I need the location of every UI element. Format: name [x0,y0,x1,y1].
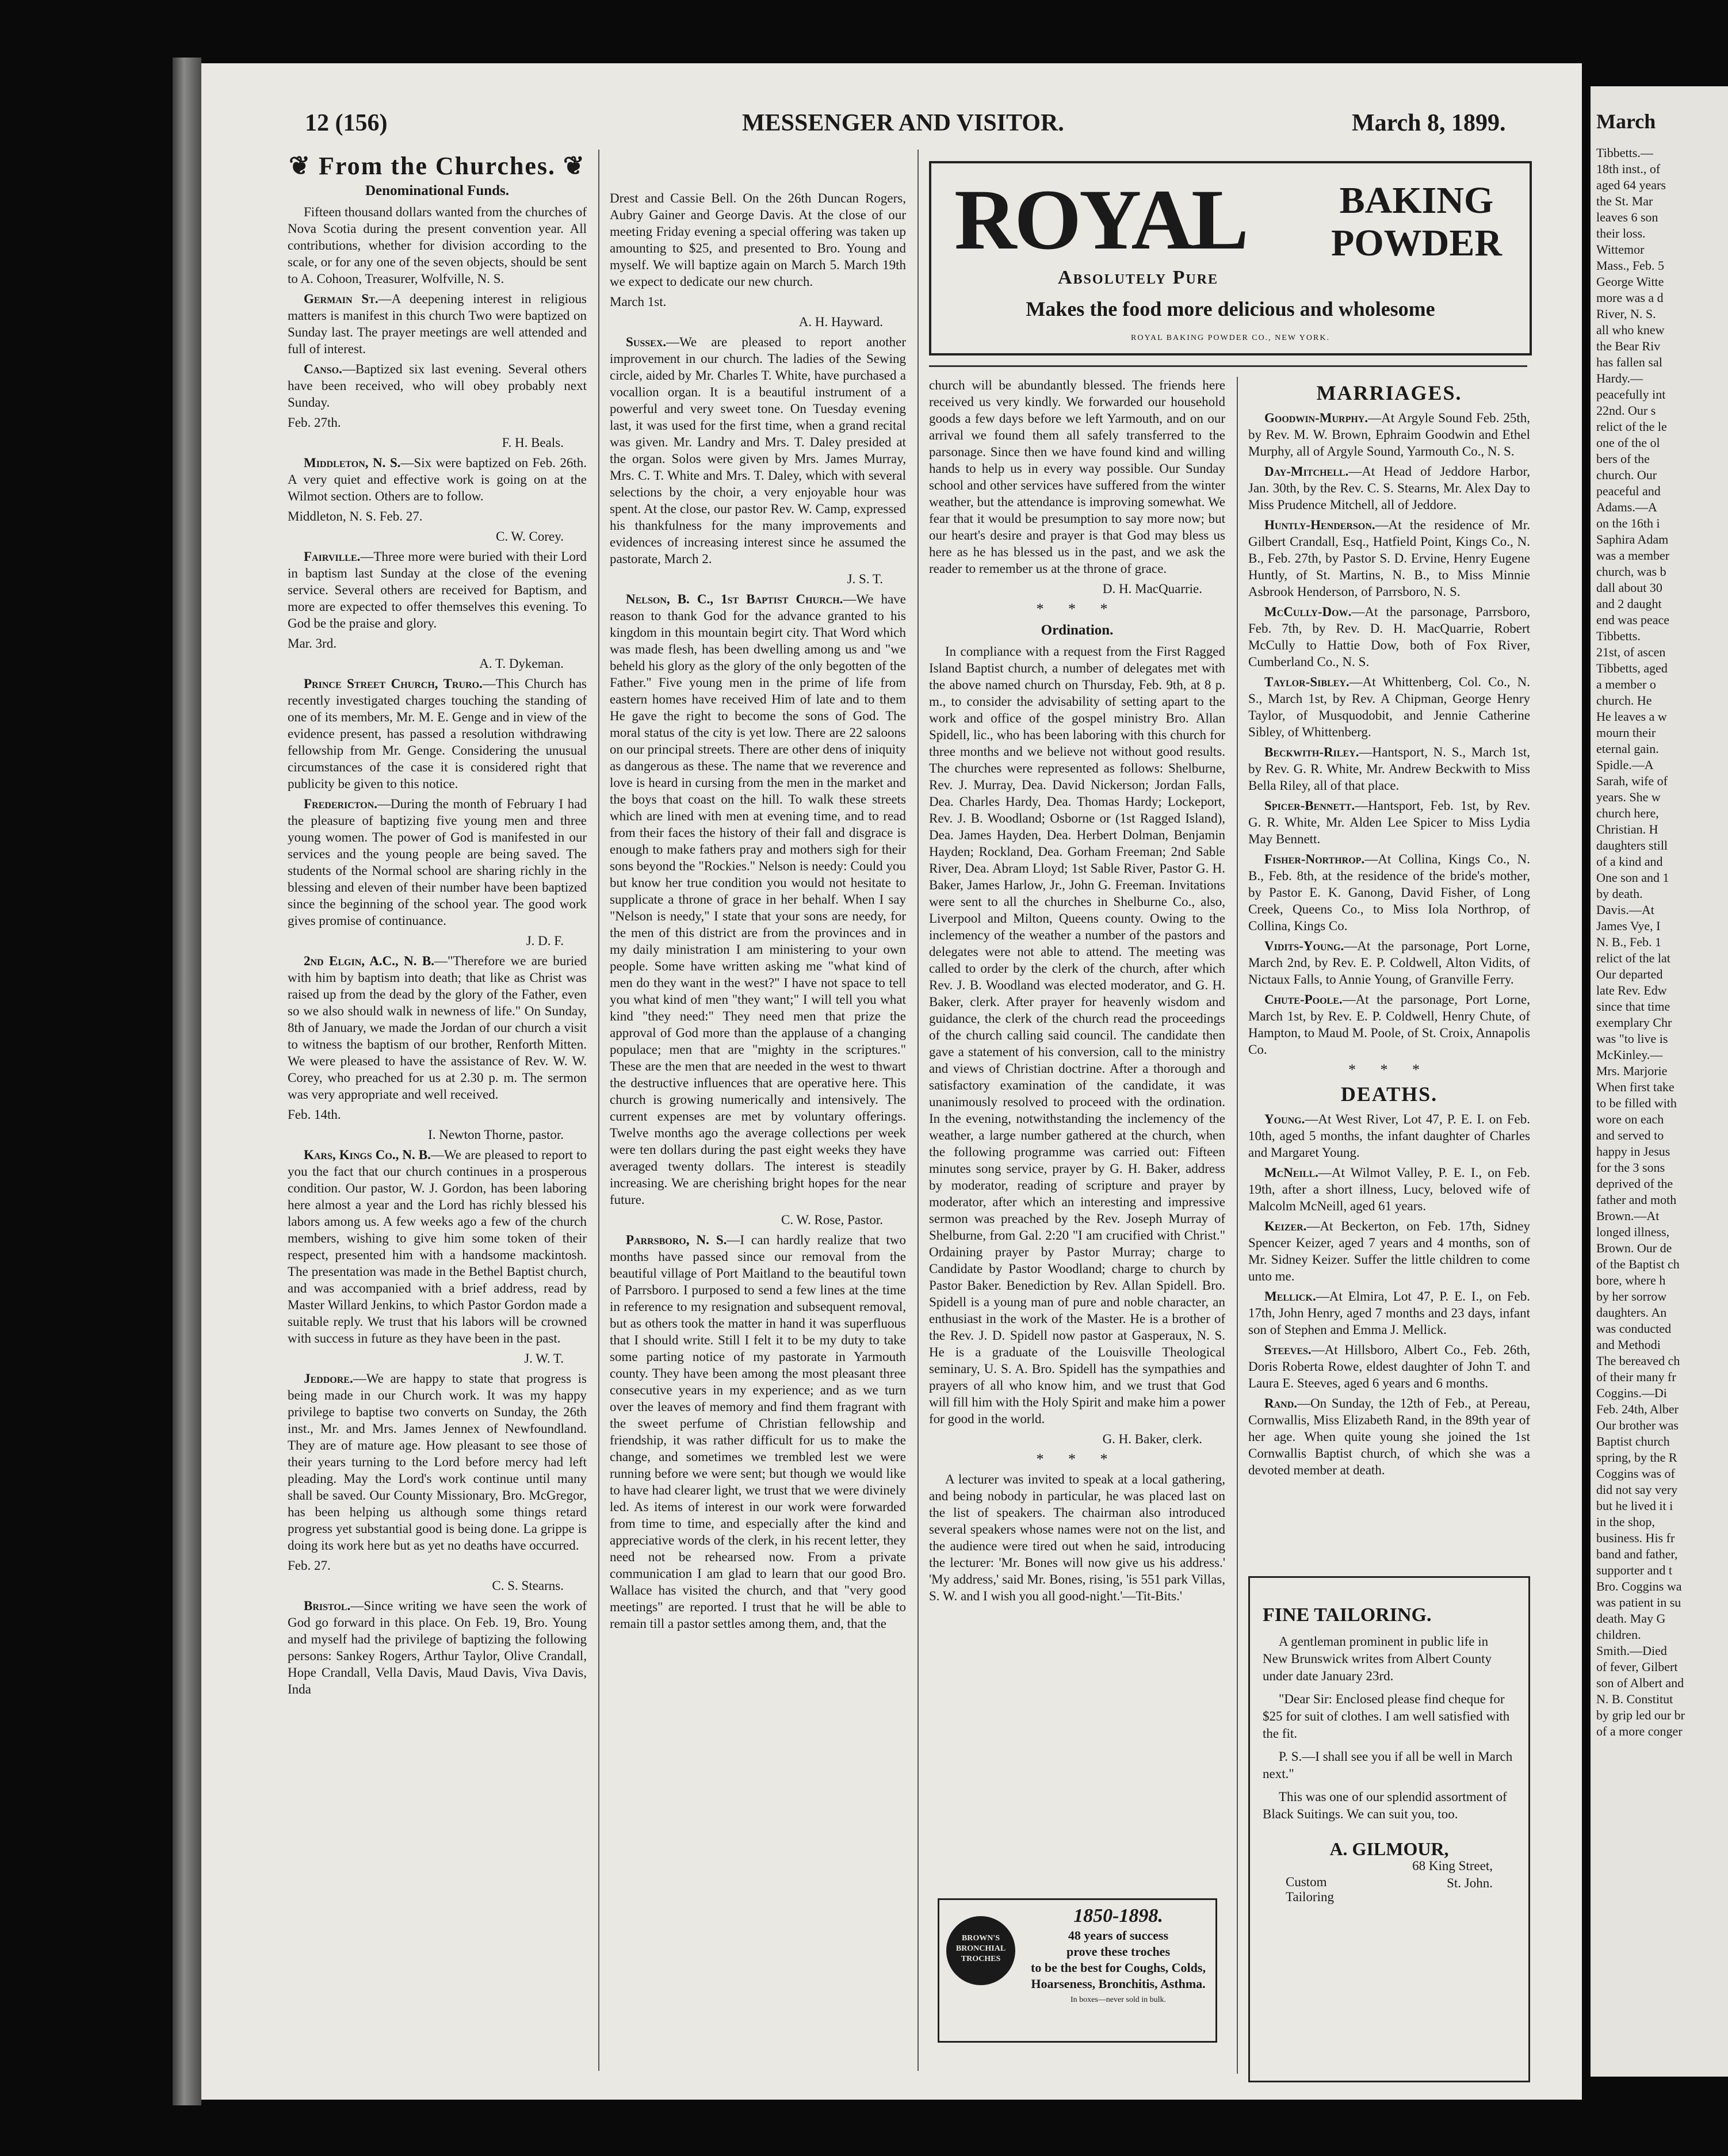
adjacent-page-line: Wittemor [1596,242,1645,257]
report-text: —A deepening interest in religious matters is manifest in this church Two were baptized on Sunday last. The prayer meetings are well attended and full of interest. [288,292,587,356]
notice [1248,1288,1530,1338]
report-text: —Six were baptized on Feb. 26th. A very quiet and effective work is going on at the Wilmot section. Others are to follow. [288,456,587,503]
adjacent-page-line: more was a d [1596,290,1664,305]
church-report [288,290,587,357]
notice-names: Chute-Poole. [1264,992,1343,1007]
adjacent-page-line: Davis.—At [1596,903,1654,917]
notice-text: —At the parsonage, Parrsboro, Feb. 7th, by Rev. D. H. MacQuarrie, Robert McCully to Hattie Dow, both of Fox River, Cumberland Co., N. S. [1248,605,1530,669]
adjacent-page-line: was patient in su [1596,1595,1681,1610]
adjacent-page-line: James Vye, I [1596,919,1661,933]
signature: G. H. Baker, clerk. [1102,1432,1202,1446]
notice-names: Spicer-Bennett. [1264,798,1355,813]
adjacent-page-line: the St. Mar [1596,194,1653,208]
adjacent-page-line: mourn their [1596,725,1656,740]
masthead: MESSENGER AND VISITOR. [742,110,1064,136]
adjacent-page-line: Smith.—Died [1596,1643,1667,1658]
notice [1248,603,1530,670]
adjacent-page-line: of their many fr [1596,1370,1676,1384]
adjacent-page-line: son of Albert and [1596,1676,1684,1690]
adjacent-page-line: Tibbetts.— [1596,146,1653,160]
adjacent-page-line: was a member [1596,548,1670,563]
adjacent-page-line: late Rev. Edw [1596,983,1667,997]
notice [1248,1341,1530,1392]
signature: I. Newton Thorne, pastor. [428,1127,564,1142]
adjacent-page-line: a member o [1596,677,1656,691]
notice-names: Fisher-Northrop. [1264,852,1365,866]
notice-names: Rand. [1264,1396,1298,1410]
signature: C. S. Stearns. [492,1578,564,1593]
adjacent-page-line: years. She w [1596,790,1661,804]
signature: J. D. F. [526,934,564,948]
adjacent-page-line: church here, [1596,806,1659,820]
adjacent-page-line: peacefully int [1596,387,1666,402]
fine-tailoring-ad [1248,1576,1530,2082]
signature: C. W. Corey. [496,529,564,544]
report-text: —We are pleased to report to you the fact that our church continues in a prosperous condition. Our pastor, W. J. Gordon, has been laboring here almost a year and the Lord has richly blessed his labors among us. A few weeks ago a few of the church members, wishing to give him some token of their respect, presented him with a handsome mackintosh. The presentation was made in the Bethel Baptist church, and was accompanied with a brief address, read by Master Willard Jenkins, to which Pastor Gordon made a suitable reply. We trust that his labors will be crowned with success in future as they have been in the past. [288,1148,587,1345]
adjacent-page-line: leaves 6 son [1596,210,1658,224]
adjacent-page-line: Coggins was of [1596,1466,1675,1481]
column-1 [288,150,587,1701]
signature: A. T. Dykeman. [479,656,564,671]
adjacent-page-line: but he lived it i [1596,1499,1673,1513]
adjacent-page-line: of a more conger [1596,1724,1683,1738]
adjacent-page-line: Adams.—A [1596,500,1657,514]
bronchial-troches-ad [938,1898,1217,2043]
notice-names: Steeves. [1264,1343,1312,1357]
adjacent-page-line: peaceful and [1596,484,1661,498]
signature: C. W. Rose, Pastor. [781,1213,883,1227]
royal-baking-powder-ad [929,161,1532,355]
report-text: —We are happy to state that progress is being made in our Church work. It was my happy privilege to baptise two converts on Sunday, the 26th inst., Mr. and Mrs. James Jennex of Newfoundland. They are of mature age. How pleasant to see those of their years turning to the Lord before mercy had left pleading. May the Lord's work continue until many shall be saved. Our County Missionary, Bro. McGregor, has been helping us although some things retard progress yet substantial good is being done. La grippe is doing its work here but as yet no deaths have occurred. [288,1371,587,1553]
report-place: Middleton, N. S. [304,456,401,470]
notice-names: Keizer. [1264,1219,1307,1233]
adjacent-page-line: bers of the [1596,452,1650,466]
adjacent-page-line: band and father, [1596,1547,1678,1561]
report-place: Nelson, B. C., 1st Baptist Church. [626,592,843,606]
adjacent-page-line: on the 16th i [1596,516,1660,530]
adjacent-page-line: Bro. Coggins wa [1596,1579,1682,1593]
tailoring-title: FINE TAILORING. [1263,1604,1432,1626]
tailoring-closing: This was one of our splendid assortment of Black Suitings. We can suit you, too. [1263,1790,1507,1821]
notice [1248,410,1530,460]
report-date: Mar. 3rd. [288,636,337,651]
adjacent-page-line: Saphira Adam [1596,532,1669,546]
adjacent-page-line: The bereaved ch [1596,1354,1680,1368]
adjacent-page-line: Sarah, wife of [1596,774,1668,788]
report-text: Drest and Cassie Bell. On the 26th Duncan Rogers, Aubry Gainer and George Davis. At the close of our meeting Friday evening a special offering was taken up amounting to $25, and presented to Bro. Young and myself. We will baptize again on March 5. March 19th we expect to dedicate our new church. [610,191,906,289]
notice-names: Taylor-Sibley. [1264,675,1349,689]
adjacent-page-line: of fever, Gilbert [1596,1660,1678,1674]
adjacent-page-line: Coggins.—Di [1596,1386,1667,1400]
notice-text: —Hantsport, N. S., March 1st, by Rev. G. R. White, Mr. Andrew Beckwith to Miss Bella Riley, all of that place. [1248,745,1530,793]
adjacent-page-line: business. His fr [1596,1531,1675,1545]
notice [1248,851,1530,934]
report-text: —Three more were buried with their Lord in baptism last Sunday at the close of the evening service. Several others are received for Baptism, and more are expected to offer themselves this evening. To God be the praise and glory. [288,549,587,630]
adjacent-page-line: was conducted [1596,1321,1672,1336]
adjacent-page-line: Hardy.— [1596,371,1643,385]
column-rule [917,150,919,2071]
notice-names: Huntly-Henderson. [1264,518,1375,532]
adjacent-page-line: of the Baptist ch [1596,1257,1680,1271]
column-2-entries [610,190,906,1632]
adjacent-page-line: and Methodi [1596,1337,1661,1352]
issue-date: March 8, 1899. [1352,110,1506,136]
adjacent-page-line: bore, where h [1596,1273,1666,1287]
royal-tagline: Makes the food more delicious and wholesome [1026,297,1435,320]
adjacent-page-line: by death. [1596,886,1643,901]
troches-copy: 1850-1898. 48 years of success prove these troches to be the best for Coughs, Colds, Hoarseness, Bronchitis, Asthma. In boxes—never sold in bulk. [1031,1905,1206,2004]
adjacent-page-line: One son and 1 [1596,870,1669,885]
church-report [610,591,906,1208]
report-text: —Baptized six last evening. Several others have been received, who will obey probably next Sunday. [288,362,587,410]
adjacent-page-line: relict of the lat [1596,951,1670,965]
church-report [288,548,587,632]
adjacent-page-line: dall about 30 [1596,580,1662,595]
adjacent-page-header: March [1596,110,1656,133]
lecturer-anecdote: A lecturer was invited to speak at a local gathering, and being nobody in particular, he was placed last on the list of speakers. The chairman also introduced several speakers whose names were not on the list, and the audience were tired out when he said, introducing the lecturer: 'Mr. Bones will now give us his address.' 'My address,' said Mr. Bones, rising, 'is 551 park Villas, S. W. and I wish you all good-night.'—Tit-Bits.' [929,1472,1225,1603]
report-place: Fredericton. [304,797,377,811]
book-binding [173,58,201,2105]
adjacent-page-line: 18th inst., of [1596,162,1661,176]
adjacent-page-line: He leaves a w [1596,709,1667,724]
adjacent-page-line: deprived of the [1596,1176,1673,1191]
notice-names: Day-Mitchell. [1264,464,1349,479]
baking-powder-label: BAKING POWDER [1331,179,1502,264]
notice-text: —Hantsport, Feb. 1st, by Rev. G. R. White, Mr. Alden Lee Spicer to Miss Lydia May Bennett. [1248,798,1530,846]
horizontal-rule [929,365,1527,367]
notice [1248,1111,1530,1161]
report-place: 2nd Elgin, A.C., N. B. [304,954,434,968]
adjacent-page-line: Tibbetts, aged [1596,661,1668,675]
report-text: —Since writing we have seen the work of God go forward in this place. On Feb. 19, Bro. Young and myself had the privilege of baptizing the following persons: Sankey Rogers, Arthur Taylor, Olive Crandall, Hope Crandall, Vella Davis, Maud Davis, Viva Davis, Inda [288,1599,587,1696]
adjacent-page-line: aged 64 years [1596,178,1666,192]
adjacent-page-line: Brown.—At [1596,1209,1660,1223]
deaths-title: DEATHS. [1340,1083,1438,1106]
adjacent-page-line: since that time [1596,999,1670,1014]
adjacent-page-line: wore on each [1596,1112,1664,1126]
notice [1248,797,1530,847]
adjacent-page-line: Baptist church [1596,1434,1670,1448]
notice-text: —At Argyle Sound Feb. 25th, by Rev. M. W. Brown, Ephraim Goodwin and Ethel Murphy, all of Argyle Sound, Yarmouth Co., N. S. [1248,411,1530,458]
adjacent-page-line: one of the ol [1596,435,1660,450]
notice-text: —At the residence of Mr. Gilbert Crandall, Esq., Hatfield Point, Kings Co., N. B., Feb. 27th, by Pastor S. D. Ervine, Henry Eugene Huntly, of St. Martins, N. B., to Miss Minnie Asbrook Henderson, of Parrsboro, N. S. [1248,518,1530,599]
adjacent-page-line: church. Our [1596,468,1657,482]
column-1-entries [288,290,587,1698]
page-number: 12 (156) [305,110,388,136]
adjacent-page-line: did not say very [1596,1482,1678,1497]
adjacent-page [1591,86,1728,2077]
column-rule [1237,377,1238,2074]
adjacent-page-line: children. [1596,1627,1641,1642]
firm-address: 68 King Street, [1412,1859,1493,1873]
marriages-title: MARRIAGES. [1316,381,1462,404]
custom-tailoring-label: Custom Tailoring [1286,1875,1334,1904]
adjacent-page-line: George Witte [1596,274,1664,289]
royal-company: ROYAL BAKING POWDER CO., NEW YORK. [1131,334,1330,342]
church-report [610,334,906,567]
notice-text: —At the parsonage, Port Lorne, March 1st, by Rev. E. P. Coldwell, Henry Chute, of Hampton, to Maud M. Poole, of St. Croix, Annapolis Co. [1248,992,1530,1057]
column-2 [610,190,906,1635]
adjacent-page-line: and served to [1596,1128,1664,1142]
adjacent-page-line: supporter and t [1596,1563,1672,1577]
signature: A. H. Hayward. [798,315,883,329]
report-place: Canso. [304,362,342,376]
notice-text: —At Beckerton, on Feb. 17th, Sidney Spencer Keizer, aged 7 years and 4 months, son of Mr. Sidney Keizer. Suffer the little children to come unto me. [1248,1219,1530,1283]
stars-divider: * * * [1036,601,1118,617]
adjacent-page-line: When first take [1596,1080,1675,1094]
report-place: Prince Street Church, Truro. [304,676,483,691]
adjacent-page-line: church. He [1596,693,1652,708]
report-date: Feb. 14th. [288,1107,341,1122]
adjacent-page-line: to be filled with [1596,1096,1677,1110]
church-report [288,953,587,1103]
adjacent-page-line: end was peace [1596,613,1670,627]
report-place: Jeddore. [304,1371,353,1386]
notice-text: —On Sunday, the 12th of Feb., at Pereau, Cornwallis, Miss Elizabeth Rand, in the 89th year of her age. When quite young she joined the 1st Cornwallis Baptist church, of which she was a devoted member at death. [1248,1396,1530,1477]
report-text: —We are pleased to report another improvement in our church. The ladies of the Sewing circle, aided by Mr. Charles T. White, have purchased a vocallion organ. It is a beautiful instrument of a powerful and very sweet tone. On Tuesday evening last, it was used for the first time, when a grand recital was given. Mr. Landry and Mrs. T. Daley presided at the organ. Solos were given by Mrs. James Murray, Mrs. C. T. White and Mrs. T. Daley, which with several selections by the choir, a very enjoyable hour was spent. At the close, our pastor Rev. W. Camp, expressed his thankfulness for the many improvements and evidences of increasing interest since he assumed the pastorate, March 2. [610,335,906,566]
adjacent-page-line: death. May G [1596,1611,1666,1626]
notice-names: Goodwin-Murphy. [1264,411,1368,425]
adjacent-page-line: the Bear Riv [1596,339,1661,353]
ornament-icon: ❦ [556,152,586,180]
stars-divider: * * * [1348,1061,1430,1078]
adjacent-page-line: River, N. S. [1596,307,1656,321]
notice-names: McCully-Dow. [1264,605,1352,619]
absolutely-pure: Absolutely Pure [1058,267,1219,288]
notice [1248,744,1530,794]
notice-text: —At Wilmot Valley, P. E. I., on Feb. 19th, after a short illness, Lucy, beloved wife of Malcolm McNeill, aged 61 years. [1248,1165,1530,1213]
adjacent-page-line: N. B. Constitut [1596,1692,1673,1706]
notice [1248,1218,1530,1285]
report-text: —During the month of February I had the pleasure of baptizing five young men and three young women. The power of God is manifested in our services and the young people are being saved. The students of the Normal school are sharing richly in the blessing and eleven of their number have been baptized since the beginning of the school year. The good work gives promise of continuance. [288,797,587,928]
adjacent-page-line: father and moth [1596,1192,1677,1207]
adjacent-page-line: Our departed [1596,967,1663,981]
adjacent-page-line: of a kind and [1596,854,1663,869]
ordination-text: In compliance with a request from the First Ragged Island Baptist church, a number of delegates met with the above named church on Thursday, Feb. 9th, at 8 p. m., to consider the advisability of setting apart to the work and office of the gospel ministry Bro. Allan Spidell, lic., who has been laboring with this church for three months and we believe not without good results. The churches were represented as follows: Shelburne, Rev. J. Murray, Dea. David Nickerson; Jordan Falls, Dea. Charles Hardy, Dea. Thomas Hardy; Lockeport, Rev. J. B. Woodland; Osborne or (1st Ragged Island), Dea. James Hayden, Dea. Herbert Dolman, Benjamin Hayden; Rockland, Dea. Gorham Freeman; 2nd Sable River, Dea. Abram Lloyd; 1st Sable River, Pastor G. H. Baker, James Harlow, Jr., John G. Freeman. Invitations were sent to all the churches in Shelburne Co., also, Liverpool and Milton, Queens county. Owing to the inclemency of the weather a number of the pastors and delegates were not able to attend. The meeting was called to order by the clerk of the church, after which Rev. J. B. Woodland was elected moderator, and G. H. Baker, clerk. After prayer for heavenly wisdom and guidance, the clerk of the church read the proceedings of the church calling said council. The candidate then gave a statement of his conversion, call to the ministry and views of Christian doctrine. After a thorough and satisfactory examination of the candidate, it was unanimously resolved to proceed with the ordination. In the evening, notwithstanding the inclemency of the weather, a large number gathered at the church, when the following programme was carried out: Fifteen minutes song service, prayer by G. H. Baker, address by moderator, reading of scripture and prayer by moderator, after which an interesting and impressive sermon was preached by the Rev. Joseph Murray of Shelburne, from Gal. 2:20 "I am crucified with Christ." Ordaining prayer by Pastor Murray; charge to Candidate by Pastor Woodland; charge to church by Pastor Baker. Benediction by Rev. Allan Spidell. Bro. Spidell is a young man of pure and noble character, an enthusiast in the work of the Master. He is a brother of the Rev. J. D. Spidell now pastor at Gasperaux, N. S. He is a graduate of the Louisville Theological seminary, U. S. A. Bro. Spidell has the sympathies and prayers of all who know him, and we trust that God will fill him with the Holy Spirit and make him a power for good in the world. [929,644,1225,1426]
adjacent-page-line: 21st, of ascen [1596,645,1666,659]
signature: F. H. Beals. [502,435,564,450]
adjacent-page-line: Tibbetts. [1596,629,1641,643]
adjacent-page-line: by her sorrow [1596,1289,1667,1303]
firm-name: A. GILMOUR, [1329,1838,1449,1859]
report-place: Germain St. [304,292,379,306]
church-report [610,190,906,290]
notice [1248,674,1530,740]
adjacent-page-line: Spidle.—A [1596,758,1654,772]
adjacent-page-line: and 2 daught [1596,597,1662,611]
church-report [288,361,587,411]
adjacent-page-line: daughters still [1596,838,1668,853]
church-report [288,1146,587,1347]
adjacent-page-text [1591,133,1728,1751]
notice [1248,517,1530,600]
notice-text: —At Collina, Kings Co., N. B., Feb. 8th, at the residence of the bride's mother, by Pastor E. K. Ganong, David Fisher, of Long Creek, Queens Co., to Miss Iola Northrop, of Collina, Kings Co. [1248,852,1530,933]
report-date: March 1st. [610,295,667,309]
adjacent-page-line: McKinley.— [1596,1048,1663,1062]
notice-names: McNeill. [1264,1165,1318,1180]
report-text: —We have reason to thank God for the advance granted to his kingdom in this mountain begirt city. That Word which was made flesh, has been dwelling among us and "we beheld his glory as the glory of the only begotten of the Father." Five young men in the prime of life from eastern homes have received Him of late and to them He gave the right to become the sons of God. The moral status of the city is yet low. There are 22 saloons on our principal streets. There are other dens of iniquity as dangerous as these. The name that we reverence and love is heard in cursing from the men in the market and the boys that coast on the hill. To walk these streets which are lined with men at evening time, and to read from their faces the history of their fall and disgrace is enough to make fathers pray and mothers sigh for their sons beyond the "Rockies." Nelson is needy: Could you but know her true condition you would not hesitate to supplicate a throne of grace in her behalf. When I say "Nelson is needy," I state that your sons are needy, for the men of this district are from the provinces and in my daily ministration I am ministering to your own people. Some have written asking me "what kind of men do they want in the west?" I have not space to tell you what kind of men "they want;" I will tell you what kind "they need:" They need men that prize the approval of God more than the applause of a changing populace; men that are "mighty in the scriptures." These are the men that are needed in the west to thwart the destructive influences that are operative here. This church is growing numerically and intensively. The current expenses are met by voluntary offerings. Twelve months ago the average collections per week were ten dollars during the past eight weeks they have averaged twenty dollars. The interest is steadily increasing. We are cherishing bright hopes for the near future. [610,592,906,1207]
adjacent-page-line: Mrs. Marjorie [1596,1064,1668,1078]
adjacent-page-line: relict of the le [1596,419,1667,434]
notice [1248,991,1530,1058]
notice-text: —At Hillsboro, Albert Co., Feb. 26th, Doris Roberta Rowe, eldest daughter of John T. and Laura E. Steeves, aged 6 years and 6 months. [1248,1343,1530,1390]
adjacent-page-line: their loss. [1596,226,1646,240]
adjacent-page-line: N. B., Feb. 1 [1596,935,1662,949]
adjacent-page-line: eternal gain. [1596,741,1659,756]
report-date: Feb. 27th. [288,415,341,430]
report-date: Feb. 27. [288,1558,331,1573]
adjacent-page-line: all who knew [1596,323,1665,337]
notice-names: Young. [1264,1112,1305,1126]
church-report [288,1597,587,1698]
troches-seal-icon: BROWN'S BRONCHIAL TROCHES [946,1916,1015,1985]
signature: J. W. T. [524,1351,564,1366]
adjacent-page-line: happy in Jesus [1596,1144,1670,1159]
notice-text: —At West River, Lot 47, P. E. I. on Feb. 10th, aged 5 months, the infant daughter of Charles and Margaret Young. [1248,1112,1530,1160]
notice-names: Beckwith-Riley. [1264,745,1359,759]
notice-text: —At Whittenberg, Col. Co., N. S., March 1st, by Rev. A Chipman, George Henry Taylor, of Musquodobit, and Jennie Catherine Sibley, of Whittenberg. [1248,675,1530,739]
notice-names: Mellick. [1264,1289,1316,1303]
notice [1248,1164,1530,1214]
report-text: —I can hardly realize that two months have passed since our removal from the beautiful village of Port Maitland to the beautiful town of Parrsboro. I purposed to send a few lines at the time in reference to my resignation and subsequent removal, but as others took the matter in hand it was superfluous that I should write. Still I felt it to be my duty to take some parting notice of my pastorate in Yarmouth county. They have been among the most pleasant three consecutive years in my experience; and as we turn over the leaves of memory and find them fragrant with the sweet perfume of Christian fellowship and friendship, it was rather difficult for us to make the change, and sometimes we trembled lest we were running before we were sent; but though we would like to have had clearer light, we trust that we were divinely led. As items of interest in our work were forwarded from time to time, and especially after the kind and appreciative words of the clerk, in his recent letter, they need not be rehearsed now. From a private communication I am glad to learn that our good Bro. Wallace has visited the church, and that "very good meetings" are reported. I trust that he will be able to remain till a pastor settles among them, and, that the [610,1233,906,1631]
column-4 [1248,377,1530,1482]
adjacent-page-line: in the shop, [1596,1515,1656,1529]
notice [1248,938,1530,988]
column-3 [929,377,1225,1608]
tailoring-intro: A gentleman prominent in public life in New Brunswick writes from Albert County under date January 23rd. [1263,1634,1492,1683]
newspaper-page [201,63,1582,2100]
report-place: Kars, Kings Co., N. B. [304,1148,431,1162]
adjacent-page-line: longed illness, [1596,1225,1670,1239]
church-report [288,454,587,504]
adjacent-page-line: church, was b [1596,564,1666,579]
column-rule [598,150,599,2071]
adjacent-page-line: daughters. An [1596,1305,1667,1320]
adjacent-page-line: Christian. H [1596,822,1658,836]
notice-text: —At the parsonage, Port Lorne, March 2nd, by Rev. E. P. Coldwell, Alton Vidits, of Nictaux Falls, to Annie Young, of Granville Ferry. [1248,939,1530,987]
church-report [288,675,587,792]
adjacent-page-line: Mass., Feb. 5 [1596,258,1664,273]
royal-brand: ROYAL [954,172,1247,267]
denominational-heading: Denominational Funds. [365,183,510,198]
adjacent-page-line: has fallen sal [1596,355,1662,369]
ornament-icon: ❦ [289,152,319,180]
adjacent-page-line: was "to live is [1596,1031,1668,1046]
ordination-heading: Ordination. [1041,622,1114,638]
denominational-body: Fifteen thousand dollars wanted from the churches of Nova Scotia during the present convention year. All contributions, whether for division according to the scale, or for any one of the seven objects, should be sent to A. Cohoon, Treasurer, Wolfville, N. S. [288,205,587,286]
adjacent-page-line: Feb. 24th, Alber [1596,1402,1679,1416]
report-text: —This Church has recently investigated charges touching the standing of one of its members, Mr. M. E. Genge and in view of the evidence present, has passed a resolution withdrawing fellowship from Mr. Genge. Considering the unusual circumstances of the case it is considered right that publicity be given to this notice. [288,676,587,791]
tailoring-letter: "Dear Sir: Enclosed please find cheque for $25 for suit of clothes. I am well satisfied with the fit. [1263,1692,1510,1741]
adjacent-page-line: by grip led our br [1596,1708,1685,1722]
marriages-list [1248,410,1530,1058]
deaths-list [1248,1111,1530,1478]
report-text: —"Therefore we are buried with him by baptism into death; that like as Christ was raised up from the dead by the glory of the Father, even so we also should walk in newness of life." On Sunday, 8th of January, we made the Jordan of our church a visit to witness the baptism of our brother, Renforth Mitten. We were pleased to have the assistance of Rev. W. W. Corey, who preached for us at 2.30 p. m. The sermon was very appropriate and well received. [288,954,587,1102]
firm-city: St. John. [1447,1876,1493,1890]
section-title: ❦ From the Churches. ❦ [289,152,586,180]
church-report [288,796,587,929]
tailoring-postscript: P. S.—I shall see you if all be well in March next." [1263,1749,1513,1781]
adjacent-page-line: exemplary Chr [1596,1015,1672,1030]
church-report [610,1232,906,1632]
report-date: Middleton, N. S. Feb. 27. [288,509,423,523]
adjacent-page-line: 22nd. Our s [1596,403,1656,418]
report-place: Parrsboro, N. S. [626,1233,727,1247]
report-place: Fairville. [304,549,361,564]
adjacent-page-line: spring, by the R [1596,1450,1677,1465]
signature: D. H. MacQuarrie. [1102,582,1202,596]
adjacent-page-line: for the 3 sons [1596,1160,1665,1175]
notice-text: —At Head of Jeddore Harbor, Jan. 30th, by the Rev. C. S. Stearns, Mr. Alex Day to Miss Prudence Mitchell, all of Jeddore. [1248,464,1530,512]
signature: J. S. T. [847,572,883,586]
notice [1248,463,1530,513]
stars-divider: * * * [1036,1451,1118,1467]
notice-names: Vidits-Young. [1264,939,1344,953]
notice [1248,1395,1530,1478]
church-report [288,1370,587,1554]
report-place: Bristol. [304,1599,351,1613]
adjacent-page-line: Brown. Our de [1596,1241,1672,1255]
adjacent-page-line: Our brother was [1596,1418,1679,1432]
parrsboro-continuation: church will be abundantly blessed. The friends here received us very kindly. We forwarded our household goods a few days before we left Yarmouth, and on our arrival we found them all safely transferred to the parsonage. Since then we have found kind and willing hands to help us in every way possible. Our Sunday school and other services have suffered from the winter weather, but the attendance is improving somewhat. We fear that it would be presumption to say more now; but our heart's desire and prayer is that God may bless us here as he has blessed us in the past, and we ask the reader to remember us at the throne of grace. [929,378,1225,576]
report-place: Sussex. [626,335,667,349]
notice-text: —At Elmira, Lot 47, P. E. I., on Feb. 17th, John Henry, aged 7 months and 23 days, infant son of Stephen and Emma J. Mellick. [1248,1289,1530,1337]
